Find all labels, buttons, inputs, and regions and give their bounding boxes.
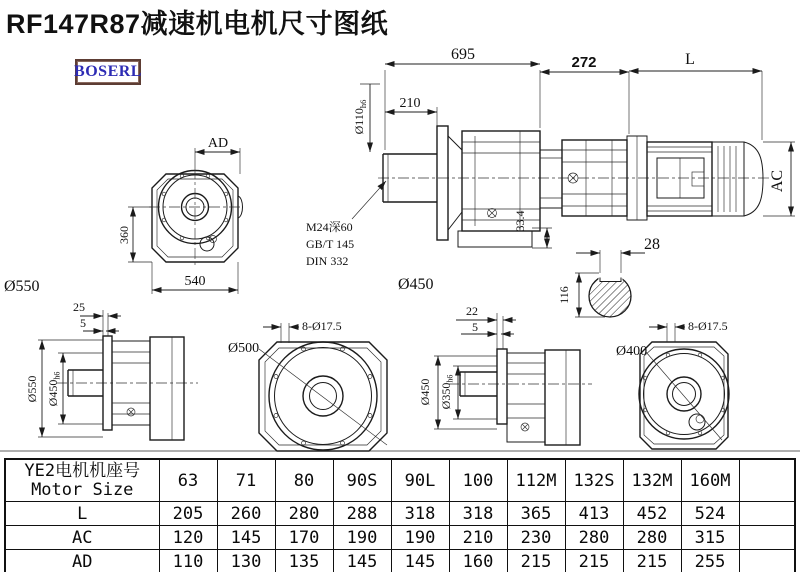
dim-540: 540 xyxy=(184,274,206,289)
dim-d450: Ø450 xyxy=(418,378,432,406)
dim-value: 170 xyxy=(275,526,333,550)
dim-value: 288 xyxy=(333,502,391,526)
dim-value: 230 xyxy=(507,526,565,550)
bolt-symbol xyxy=(521,423,529,431)
shaft-section-view xyxy=(557,236,660,317)
size-column-header: 132M xyxy=(623,459,681,502)
brand-logo-text: BOSERL xyxy=(74,63,142,80)
dim-value: 452 xyxy=(623,502,681,526)
row-label: AC xyxy=(5,526,159,550)
dim-value: 190 xyxy=(391,526,449,550)
dim-value xyxy=(739,526,795,550)
note-standard-gb: GB/T 145 xyxy=(306,237,355,251)
flange-c-side-view xyxy=(418,304,592,445)
table-row-ad xyxy=(5,550,795,572)
size-column-header: 71 xyxy=(217,459,275,502)
note-thread: M24深60 xyxy=(306,220,353,234)
size-column-header: 80 xyxy=(275,459,333,502)
label-d550: Ø550 xyxy=(4,278,40,295)
row-label: L xyxy=(5,502,159,526)
shaft-dia-value: Ø110 xyxy=(352,108,366,135)
dim-value: 215 xyxy=(623,550,681,572)
size-column-header: 90S xyxy=(333,459,391,502)
dim-5: 5 xyxy=(80,316,86,330)
dim-210: 210 xyxy=(399,96,421,111)
bolt-symbol xyxy=(127,408,135,416)
dim-bolt-holes: 8-Ø17.5 xyxy=(302,319,342,333)
dim-value: 210 xyxy=(449,526,507,550)
dim-695: 695 xyxy=(451,46,475,63)
dim-ac: AC xyxy=(769,169,786,193)
note-standard-din: DIN 332 xyxy=(306,254,349,268)
size-column-header: 63 xyxy=(159,459,217,502)
dim-d450h6 xyxy=(46,372,62,407)
dim-value: 280 xyxy=(623,526,681,550)
d350-value: Ø350 xyxy=(439,382,453,410)
dim-shaft-dia xyxy=(352,100,368,135)
dim-value: 145 xyxy=(217,526,275,550)
row-label: AD xyxy=(5,550,159,572)
dim-ad: AD xyxy=(207,136,229,151)
dim-d550: Ø550 xyxy=(25,375,39,403)
gearbox-side-view xyxy=(306,46,772,293)
dim-33-4: 33.4 xyxy=(513,210,527,232)
dim-value xyxy=(739,550,795,572)
dim-value: 205 xyxy=(159,502,217,526)
shaft-dia-tol: h6 xyxy=(358,99,368,109)
dim-116: 116 xyxy=(557,286,571,304)
size-column-header: 90L xyxy=(391,459,449,502)
table-row-ac xyxy=(5,526,795,550)
dim-value xyxy=(739,502,795,526)
dim-value: 110 xyxy=(159,550,217,572)
d450-tol: h6 xyxy=(52,371,62,380)
table-row-l xyxy=(5,502,795,526)
flange-b-front-view xyxy=(228,319,387,451)
dim-value: 365 xyxy=(507,502,565,526)
motor-size-header-cn: YE2电机机座号 xyxy=(24,460,141,481)
dim-360: 360 xyxy=(117,226,131,244)
flange-a-side-view xyxy=(25,300,198,440)
dim-5: 5 xyxy=(472,320,478,334)
dim-value: 130 xyxy=(217,550,275,572)
dim-value: 280 xyxy=(275,502,333,526)
d450-value: Ø450 xyxy=(46,379,60,407)
label-d400: Ø400 xyxy=(616,344,648,359)
dim-value: 135 xyxy=(275,550,333,572)
motor-size-header-cell xyxy=(5,459,159,502)
dim-value: 318 xyxy=(449,502,507,526)
d350-tol: h6 xyxy=(445,374,455,383)
size-column-header: 132S xyxy=(565,459,623,502)
dim-value: 145 xyxy=(333,550,391,572)
dim-value: 524 xyxy=(681,502,739,526)
bolt-symbol xyxy=(568,173,578,183)
dim-value: 120 xyxy=(159,526,217,550)
motor-size-table-body xyxy=(5,459,795,572)
size-column-header xyxy=(739,459,795,502)
dim-value: 215 xyxy=(565,550,623,572)
dim-bolt-holes: 8-Ø17.5 xyxy=(688,319,728,333)
dim-value: 280 xyxy=(565,526,623,550)
label-d500: Ø500 xyxy=(228,341,260,356)
dim-value: 413 xyxy=(565,502,623,526)
dim-value: 145 xyxy=(391,550,449,572)
size-column-header: 160M xyxy=(681,459,739,502)
dim-272: 272 xyxy=(571,54,597,71)
motor-size-table xyxy=(4,458,796,572)
dim-value: 260 xyxy=(217,502,275,526)
dim-value: 160 xyxy=(449,550,507,572)
dim-L: L xyxy=(685,51,695,68)
dim-value: 190 xyxy=(333,526,391,550)
dim-value: 255 xyxy=(681,550,739,572)
dim-d350h6 xyxy=(439,375,455,410)
motor-size-header-en: Motor Size xyxy=(31,479,134,500)
dim-value: 315 xyxy=(681,526,739,550)
dim-25: 25 xyxy=(73,300,85,314)
bolt-symbol xyxy=(488,209,497,218)
dim-value: 318 xyxy=(391,502,449,526)
flange-d-front-view xyxy=(616,319,729,449)
dim-22: 22 xyxy=(466,304,478,318)
size-column-header: 112M xyxy=(507,459,565,502)
motor-side-view xyxy=(513,51,795,248)
label-d450: Ø450 xyxy=(398,276,434,293)
gearbox-front-view xyxy=(4,136,243,295)
size-column-header: 100 xyxy=(449,459,507,502)
dim-28: 28 xyxy=(644,236,660,253)
page-title: RF147R87减速机电机尺寸图纸 xyxy=(6,9,389,39)
dim-value: 215 xyxy=(507,550,565,572)
table-header-row xyxy=(5,459,795,502)
